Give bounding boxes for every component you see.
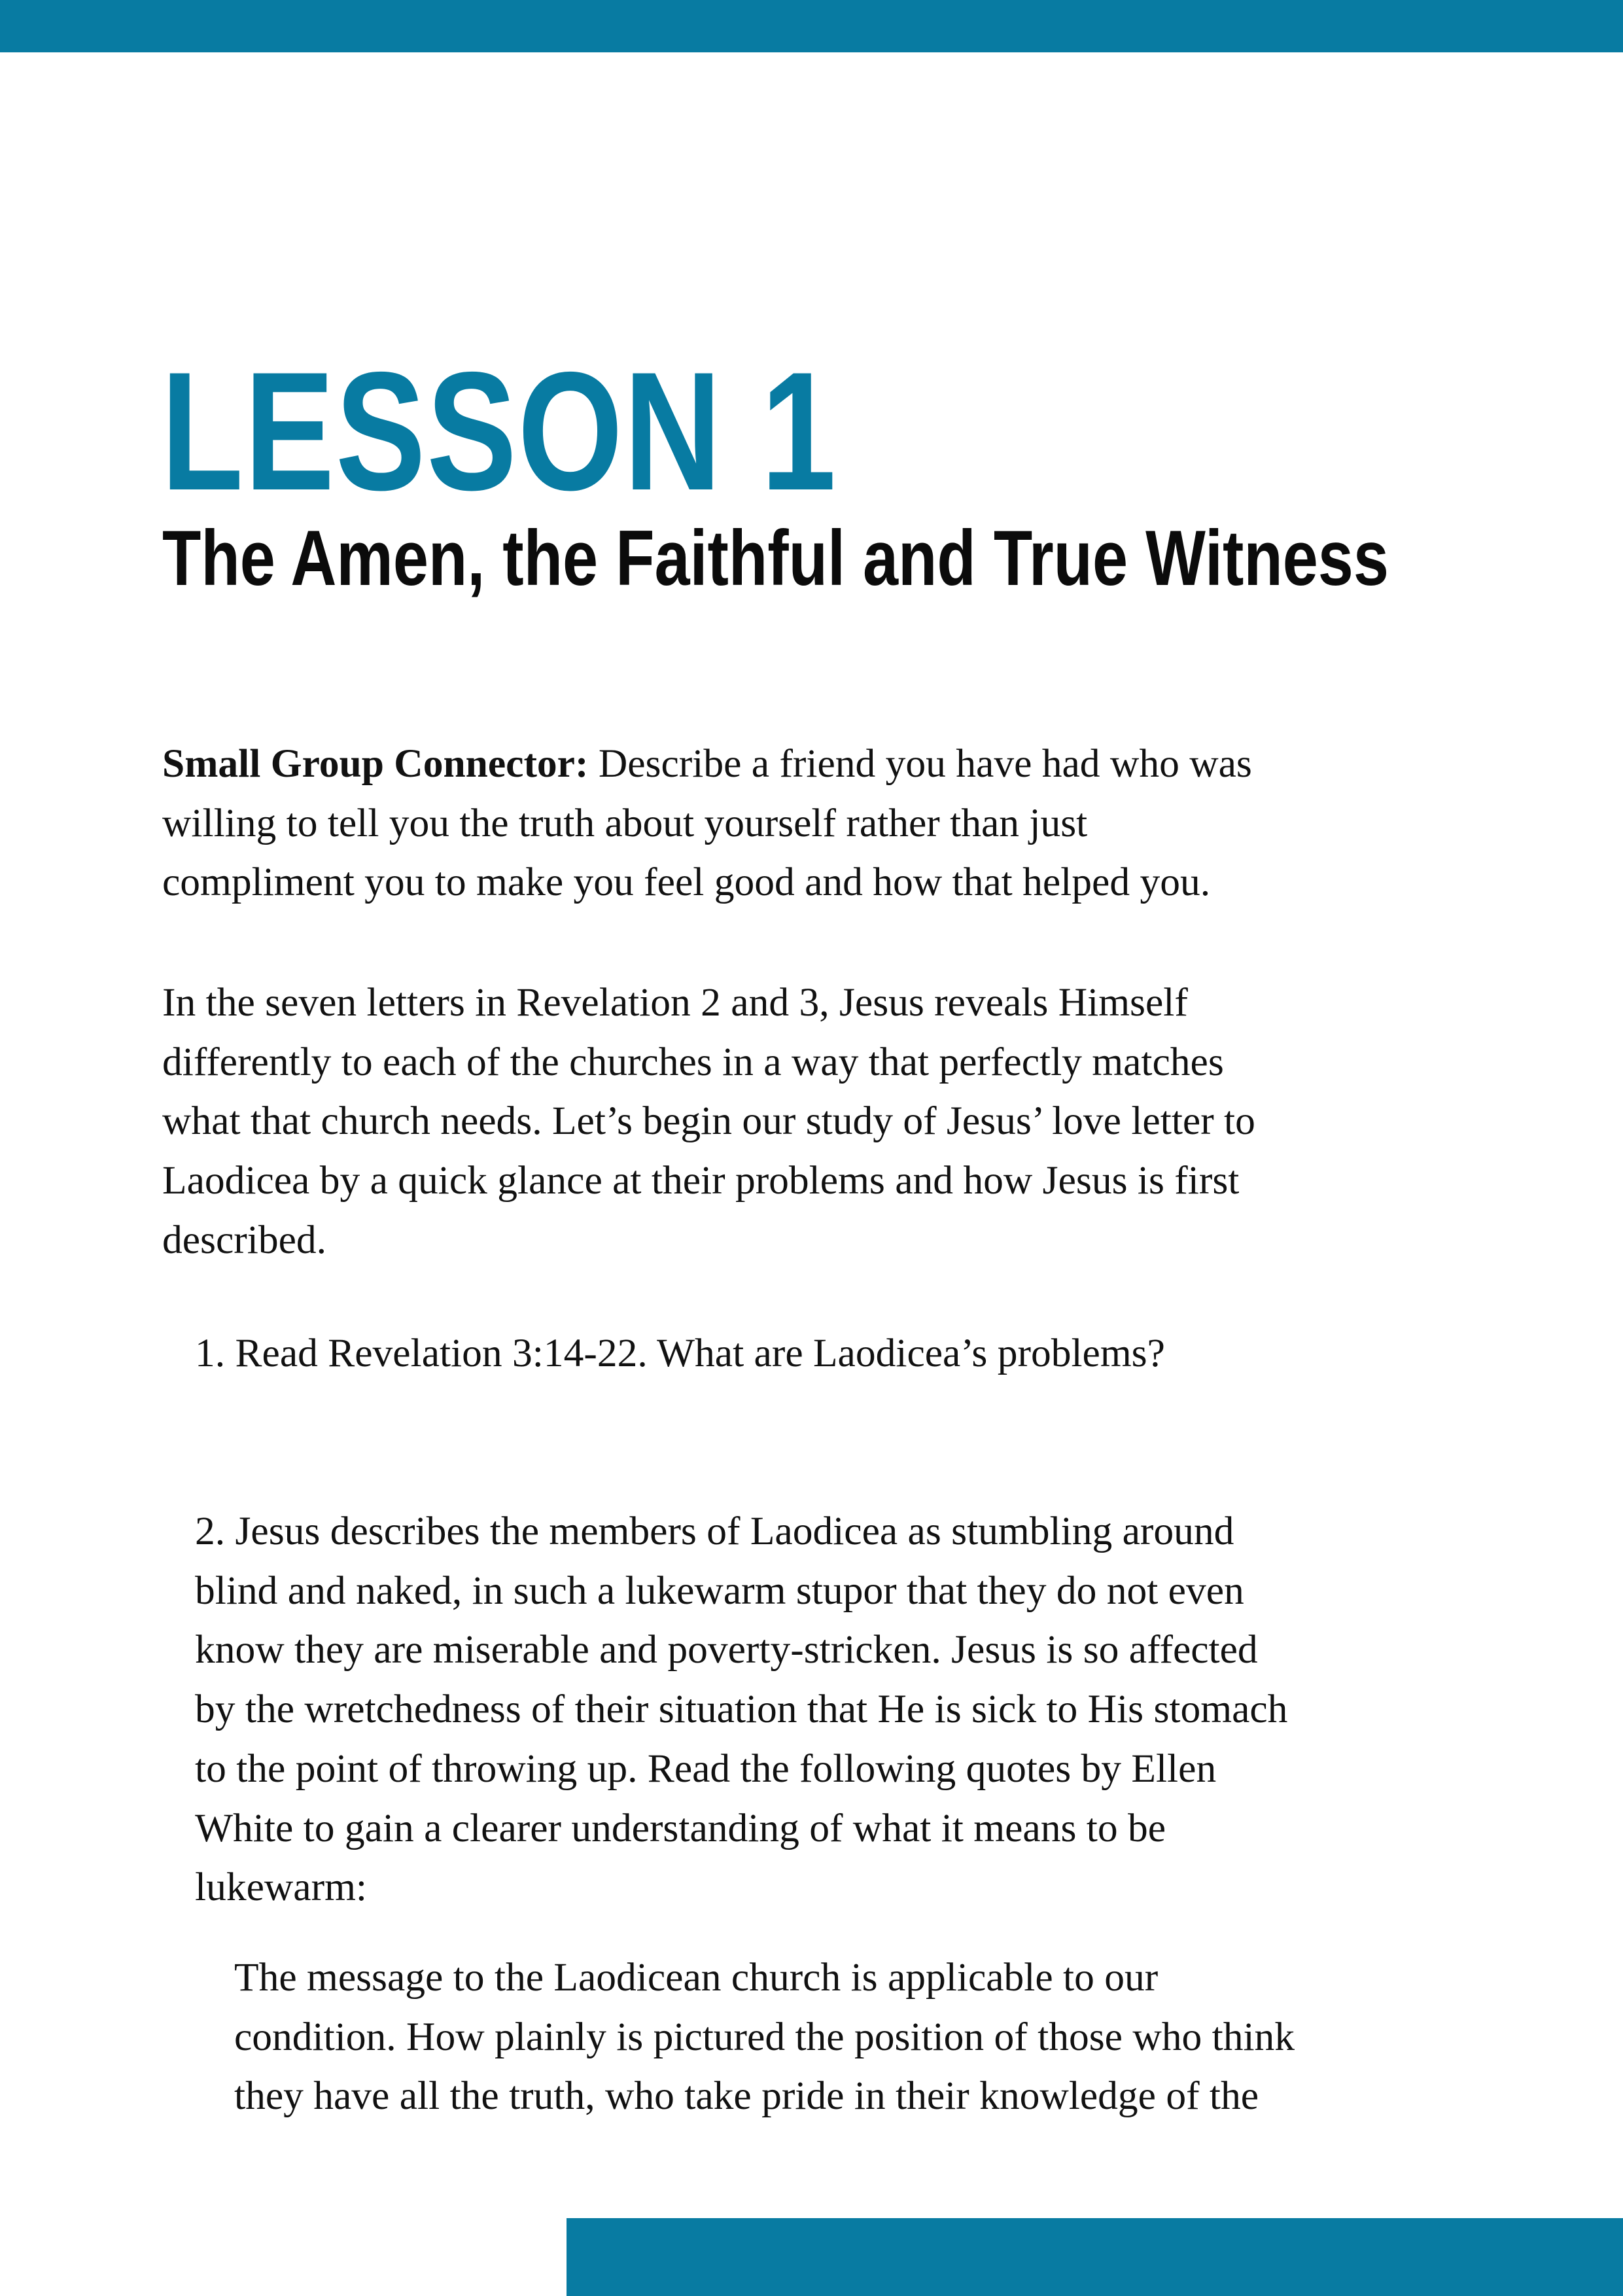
small-group-connector-paragraph — [162, 734, 1252, 912]
connector-text: Describe a friend you have had who was willing to tell you the truth about yourself rather than just compliment you to make you feel good and how that helped you. — [162, 741, 1252, 905]
ellen-white-quote: The message to the Laodicean church is applicable to our condition. How plainly is pictured the position of those who think they have all the truth, who take pride in their knowledge of the — [234, 1955, 1295, 2119]
question-2: 2. Jesus describes the members of Laodicea as stumbling around blind and naked, in such a lukewarm stupor that they do not even know they are miserable and poverty-stricken. Jesus is so affected by the wretchedness of their situation that He is sick to His stomach to the point of throwing up. Read the following quotes by Ellen White to gain a clearer understanding of what it means to be lukewarm: — [195, 1509, 1288, 1910]
top-accent-band — [0, 0, 1623, 52]
bottom-accent-band — [567, 2218, 1623, 2296]
connector-label: Small Group Connector: — [162, 741, 589, 786]
question-1: 1. Read Revelation 3:14-22. What are Laodicea’s problems? — [195, 1331, 1165, 1375]
lesson-title-heading: The Amen, the Faithful and True Witness — [162, 514, 1389, 602]
lesson-number-heading: LESSON 1 — [161, 336, 837, 525]
intro-paragraph: In the seven letters in Revelation 2 and 3, Jesus reveals Himself differently to each of the churches in a way that perfectly matches what that church needs. Let’s begin our study of Jesus’ love letter to Laodicea by a quick glance at their problems and how Jesus is first described. — [162, 980, 1255, 1262]
